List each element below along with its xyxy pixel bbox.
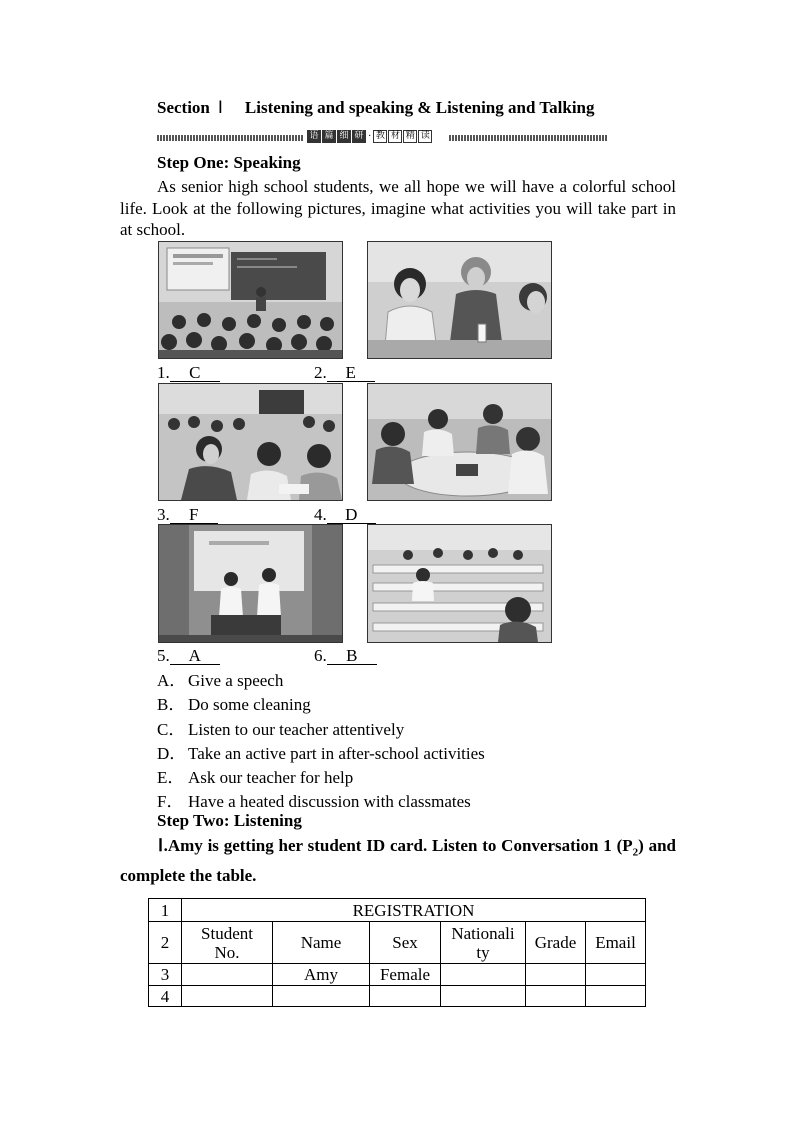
header-line: No.: [214, 942, 240, 962]
section-label: Section: [157, 98, 210, 117]
divider-line-left: [157, 135, 303, 141]
cell-nationality[interactable]: [441, 986, 526, 1007]
photo-after-school-activity: [367, 383, 552, 501]
badge-char: 篇: [322, 130, 336, 143]
header-line: Student: [201, 923, 253, 943]
cell-sex: Female: [370, 964, 441, 986]
option-text: Take an active part in after-school activities: [188, 744, 485, 763]
photo-giving-speech: [158, 524, 343, 643]
section-title: [157, 98, 595, 118]
section-divider: [157, 130, 607, 146]
divider-line-right: [449, 135, 607, 141]
cell-email[interactable]: [586, 986, 646, 1007]
answer-blank: C: [170, 364, 220, 382]
badge-char: 细: [337, 130, 351, 143]
photo-cleaning: [367, 524, 552, 643]
instruction-suffix: ) and complete the table.: [120, 836, 677, 886]
row-number: 1: [149, 899, 182, 922]
photo-classroom-lecture: [158, 241, 343, 359]
option-letter: A．: [157, 671, 187, 690]
section-numeral: Ⅰ: [217, 98, 223, 117]
row-number: 4: [149, 986, 182, 1007]
divider-badge: [307, 130, 432, 143]
header-grade: Grade: [526, 922, 586, 964]
table-row: [149, 922, 646, 964]
option-letter: C．: [157, 720, 186, 739]
cell-student-no[interactable]: [182, 986, 273, 1007]
table-row: [149, 964, 646, 986]
badge-separator: ·: [368, 131, 372, 142]
photo-class-discussion: [158, 383, 343, 501]
option-letter: D．: [157, 744, 187, 763]
cell-grade[interactable]: [526, 986, 586, 1007]
header-sex: Sex: [370, 922, 441, 964]
option-f: [157, 787, 471, 812]
option-text: Give a speech: [188, 671, 284, 690]
answer-number: 6.: [314, 646, 327, 665]
step-two-heading: Step Two: Listening: [157, 811, 302, 830]
table-title: REGISTRATION: [182, 899, 646, 922]
option-c: [157, 715, 404, 740]
option-letter: F．: [157, 792, 184, 811]
option-text: Do some cleaning: [188, 695, 311, 714]
option-b: [157, 690, 311, 715]
header-line: ty: [476, 942, 490, 962]
badge-char: 语: [307, 130, 321, 143]
header-line: Nationali: [451, 923, 515, 943]
option-letter: E．: [157, 768, 185, 787]
option-text: Have a heated discussion with classmates: [188, 792, 471, 811]
answer-5: [157, 646, 220, 666]
row-number: 3: [149, 964, 182, 986]
answer-1: [157, 363, 220, 383]
answer-blank: D: [327, 506, 376, 524]
cell-grade[interactable]: [526, 964, 586, 986]
answer-4: [314, 505, 376, 525]
row-number: 2: [149, 922, 182, 964]
badge-char: 读: [418, 130, 432, 143]
step-one-heading: Step One: Speaking: [157, 153, 301, 172]
badge-char: 精: [403, 130, 417, 143]
answer-3: [157, 505, 218, 525]
option-e: [157, 763, 353, 788]
header-student-no: [182, 922, 273, 964]
option-text: Ask our teacher for help: [188, 768, 354, 787]
badge-char: 研: [352, 130, 366, 143]
photo-teacher-help: [367, 241, 552, 359]
answer-2: [314, 363, 375, 383]
answer-blank: E: [327, 364, 375, 382]
option-a: [157, 666, 283, 691]
instruction-subscript: 2: [632, 846, 639, 859]
step-two-instruction: [120, 834, 676, 887]
option-letter: B．: [157, 695, 186, 714]
cell-student-no[interactable]: [182, 964, 273, 986]
badge-char: 材: [388, 130, 402, 143]
cell-nationality[interactable]: [441, 964, 526, 986]
header-email: Email: [586, 922, 646, 964]
table-row: [149, 986, 646, 1007]
answer-number: 3.: [157, 505, 170, 524]
answer-6: [314, 646, 377, 666]
answer-number: 4.: [314, 505, 327, 524]
answer-number: 2.: [314, 363, 327, 382]
step-one-paragraph: As senior high school students, we all hope we will have a colorful school life. Look at the following pictures, imagine what activities you will take part in at school.: [120, 177, 676, 239]
cell-name: Amy: [273, 964, 370, 986]
answer-blank: A: [170, 647, 220, 665]
option-d: [157, 739, 485, 764]
answer-blank: F: [170, 506, 218, 524]
cell-name[interactable]: [273, 986, 370, 1007]
instruction-prefix: Ⅰ.Amy is getting her student ID card. Listen to Conversation 1 (P: [158, 836, 633, 855]
badge-char: 教: [373, 130, 387, 143]
header-nationality: [441, 922, 526, 964]
answer-blank: B: [327, 647, 377, 665]
option-text: Listen to our teacher attentively: [188, 720, 405, 739]
section-title-text: Listening and speaking & Listening and Talking: [244, 98, 595, 117]
cell-sex[interactable]: [370, 986, 441, 1007]
header-name: Name: [273, 922, 370, 964]
cell-email[interactable]: [586, 964, 646, 986]
answer-number: 5.: [157, 646, 170, 665]
registration-table: [148, 898, 646, 1007]
answer-number: 1.: [157, 363, 170, 382]
table-row: [149, 899, 646, 922]
